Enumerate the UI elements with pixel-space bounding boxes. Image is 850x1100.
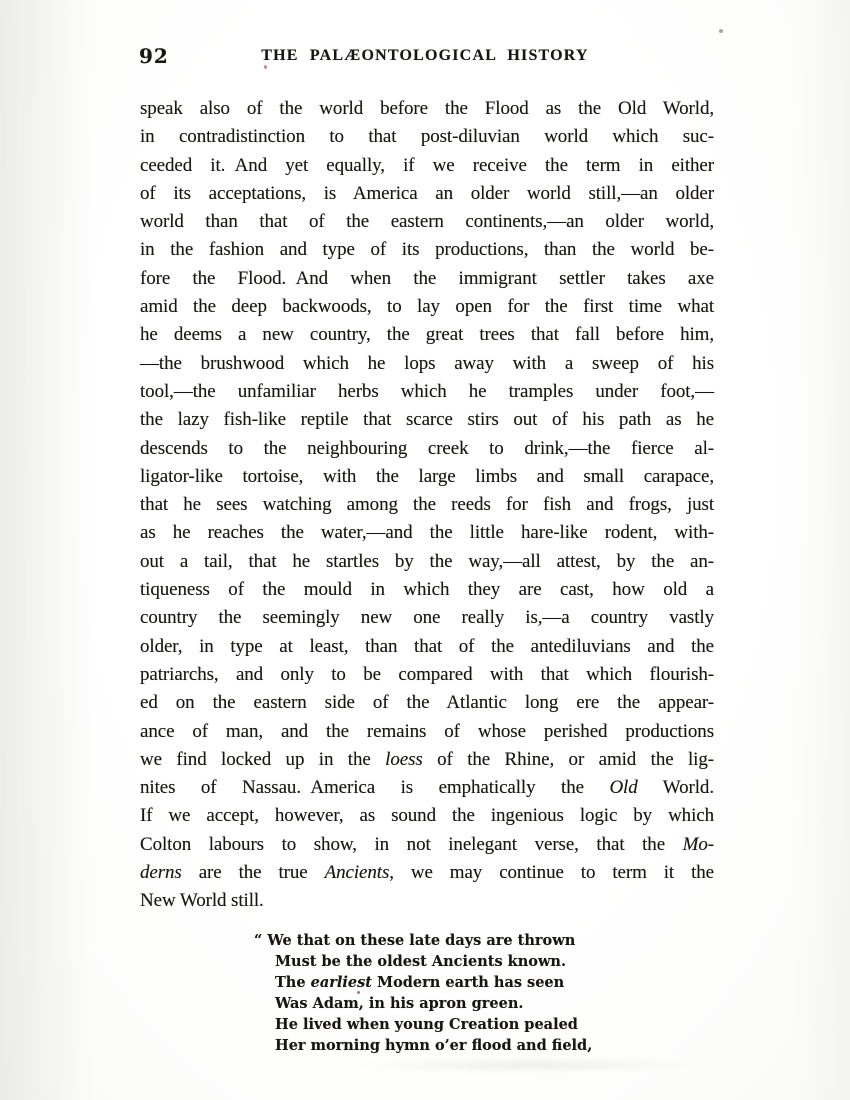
verse-quote bbox=[254, 931, 714, 1056]
body-text-line: Colton labours to show, in not inelegant verse, that the Mo- bbox=[140, 833, 714, 855]
body-text-line: fore the Flood. And when the immigrant settler takes axe bbox=[140, 267, 714, 289]
body-text-line: we find locked up in the loess of the Rhine, or amid the lig- bbox=[140, 748, 714, 770]
scan-speck bbox=[357, 991, 360, 994]
body-text-line: derns are the true Ancients, we may continue to term it the bbox=[140, 862, 714, 884]
scan-smudge bbox=[355, 1056, 700, 1074]
body-text-line: ed on the eastern side of the Atlantic long ere the appear- bbox=[140, 692, 714, 714]
running-head bbox=[0, 44, 850, 68]
body-text-line: nites of Nassau. America is emphatically the Old World. bbox=[140, 777, 714, 799]
poem-line: Was Adam, in his apron green. bbox=[275, 994, 524, 1012]
body-text-line: world than that of the eastern continents,—an older world, bbox=[140, 211, 714, 233]
body-text-line: of its acceptations, is America an older world still,—an older bbox=[140, 182, 714, 204]
scan-speck bbox=[264, 65, 267, 69]
body-text-line: If we accept, however, as sound the ingenious logic by which bbox=[140, 805, 714, 827]
poem-line: Must be the oldest Ancients known. bbox=[275, 952, 567, 970]
body-text-line: speak also of the world before the Flood as the Old World, bbox=[140, 98, 714, 119]
body-text-line: New World still. bbox=[140, 890, 264, 912]
body-text-line: that he sees watching among the reeds for fish and frogs, just bbox=[140, 494, 714, 516]
body-text-line: patriarchs, and only to be compared with that which flourish- bbox=[140, 663, 714, 685]
body-text-line: tool,—the unfamiliar herbs which he tramples under foot,— bbox=[140, 380, 714, 402]
poem-line: He lived when young Creation pealed bbox=[275, 1015, 578, 1033]
running-title: THE PALÆONTOLOGICAL HISTORY bbox=[261, 47, 589, 64]
scan-speck bbox=[719, 29, 723, 33]
body-paragraph bbox=[140, 95, 714, 916]
body-text-line: in the fashion and type of its productions, than the world be- bbox=[140, 239, 714, 261]
body-text-line: as he reaches the water,—and the little hare-like rodent, with- bbox=[140, 522, 714, 544]
body-text-line: amid the deep backwoods, to lay open for the first time what bbox=[140, 296, 714, 318]
body-text-line: —the brushwood which he lops away with a sweep of his bbox=[140, 352, 714, 374]
poem-line: The earliest Modern earth has seen bbox=[275, 973, 565, 991]
body-text-line: tiqueness of the mould in which they are cast, how old a bbox=[140, 579, 714, 601]
body-text-line: country the seemingly new one really is,—a country vastly bbox=[140, 607, 714, 629]
body-text-line: ligator-like tortoise, with the large limbs and small carapace, bbox=[140, 465, 714, 487]
body-text-line: he deems a new country, the great trees that fall before him, bbox=[140, 324, 714, 346]
body-text-line: in contradistinction to that post-diluvian world which suc- bbox=[140, 126, 714, 148]
body-text-line: older, in type at least, than that of the antediluvians and the bbox=[140, 635, 714, 657]
body-text-line: ance of man, and the remains of whose perished productions bbox=[140, 720, 714, 742]
body-text-line: descends to the neighbouring creek to drink,—the fierce al- bbox=[140, 437, 714, 459]
poem-line: Her morning hymn o’er flood and field, bbox=[275, 1036, 593, 1054]
poem-line: “ We that on these late days are thrown bbox=[254, 932, 576, 949]
body-text-line: the lazy fish-like reptile that scarce stirs out of his path as he bbox=[140, 409, 714, 431]
body-text-line: out a tail, that he startles by the way,—all attest, by the an- bbox=[140, 550, 714, 572]
body-text-line: ceeded it. And yet equally, if we receive the term in either bbox=[140, 154, 714, 176]
page-number: 92 bbox=[139, 44, 169, 68]
